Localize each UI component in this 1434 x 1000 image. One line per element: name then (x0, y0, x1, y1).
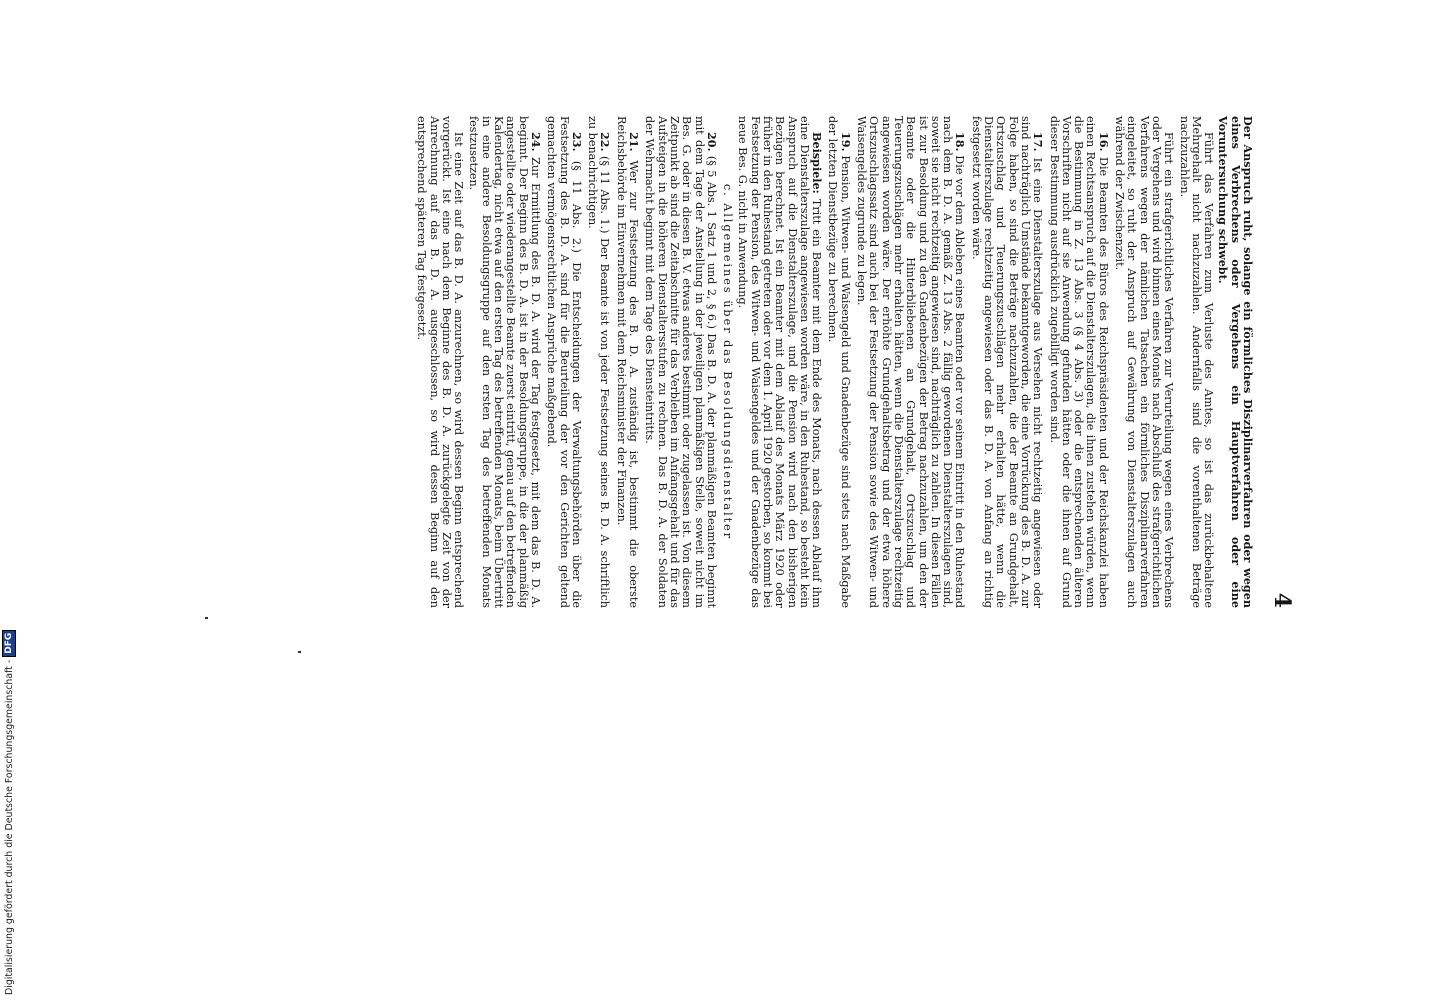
paragraph-number: 17. (1031, 132, 1046, 152)
scan-speck (205, 617, 208, 619)
section-heading: c. Allgemeines über das Besoldungsdienstalter (721, 183, 735, 541)
paragraph-number: 19. (838, 132, 853, 152)
page-number: 4 (1269, 592, 1295, 608)
paragraph: Führt das Verfahren zum Verluste des Amtes, so ist das zurückbehaltene Mehrgehalt nicht nachzuzahlen. Andernfalls sind die vorenthaltenen Beträge nachzuzahlen. (1177, 116, 1216, 608)
paragraph-text: Die Beamten des Büros des Reichspräsidenten und der Reichskanzlei haben einen Rechtsanspruch auf die Dienstalterszulagen, die ihnen zustehen würden, wenn die Bestimmung in Z. 13 Abs. 3 (§ 4 Abs. 3) oder die entsprechenden älteren Vorschriften nicht auf sie Anwendung gefunden hätten oder die ihnen auf Grund dieser Bestimmung ausdrücklich zugebilligt worden sind. (1047, 116, 1110, 608)
numbered-paragraph-16 (1047, 116, 1109, 608)
text-block-rotated (318, 116, 1295, 609)
paragraph: Ist eine Zeit auf das B. D. A. anzurechnen, so wird dessen Beginn entsprechend vorgerückt. Ist eine nach dem Beginne des B. D. A. zurückgelegte Zeit von der Anrechnung auf das B. D. A. ausgeschlossen, so wird dessen Beginn auf den entsprechend späteren Tag festgesetzt. (415, 116, 466, 608)
scan-speck (298, 651, 301, 653)
page-body (318, 116, 1295, 609)
examples-paragraph (736, 116, 823, 608)
digitization-footer (2, 607, 20, 995)
numbered-paragraph-20 (643, 116, 718, 608)
paragraph-text: (§ 11 Abs. 2.) Die Entscheidungen der Verwaltungsbehörden über die Festsetzung des B. D. A. sind für die Beurteilung der vor den Gerichten geltend gemachten vermögensrechtlichen Ansprüche maßgebend. (545, 116, 583, 608)
paragraph-number: 23. (569, 132, 584, 152)
paragraph-text: Pension, Witwen- und Waisengeld und Gnadenbezüge sind stets nach Maßgabe der letzten Dienstbezüge zu berechnen. (826, 116, 852, 608)
examples-label: Beispiele: (810, 132, 825, 194)
numbered-paragraph-18 (855, 116, 967, 608)
paragraph-number: 18. (953, 132, 968, 152)
numbered-paragraph-17 (969, 116, 1044, 608)
paragraph: Führt ein strafgerichtliches Verfahren zur Verurteilung wegen eines Verbrechens oder Vergehens und wird binnen eines Monats nach Abschluß des strafgerichtlichen Verfahrens wegen der nämlichen Tatsachen ein förmliches Disziplinarverfahren eingeleitet, so ruht der Anspruch auf Gewährung von Dienstalterszulagen auch während der Zwischenzeit. (1113, 116, 1176, 608)
numbered-paragraph-24 (467, 116, 542, 608)
paragraph-text: Ist eine Dienstalterszulage aus Versehen nicht rechtzeitig angewiesen oder sind nachträglich Umstände bekanntgeworden, die eine Vorrückung des B. D. A. zur Folge haben, so sind die Beträge nachzuzahlen, die der Beamte an Grundgehalt, Ortszuschlag und Teuerungszuschlägen mehr erhalten hätte, wenn die Dienstalterszulage rechtzeitig angewiesen oder das B. D. A. von Anfang an richtig festgesetzt worden wäre. (969, 116, 1045, 608)
paragraph-number: 16. (1096, 132, 1111, 152)
paragraph-text: Zur Ermittlung des B. D. A. wird der Tag festgesetzt, mit dem das B. D. A. beginnt. Der Beginn des B. D. A. ist in der Besoldungsgruppe, in die der planmäßig angestellte oder wiederangestellte Beamte zuerst eintritt, genau auf den betreffenden Kalendertag, nicht etwa auf den ersten Tag des betreffenden Monats, beim Übertritt in eine andere Besoldungsgruppe auf den ersten Tag des betreffenden Monats festzusetzen. (467, 116, 542, 609)
paragraph-text: (§ 11 Abs. 1.) Der Beamte ist von jeder Festsetzung seines B. D. A. schriftlich zu benachrichtigen. (586, 116, 612, 609)
paragraph: Der Anspruch ruht, solange ein förmliches Disziplinarverfahren oder wegen eines Verbrechens oder Vergehens ein Hauptverfahren oder eine Voruntersuchung schwebt. (1216, 116, 1255, 608)
dfg-logo: DFG (2, 630, 16, 657)
paragraph-text: Wer zur Festsetzung des B. D. A. zuständig ist, bestimmt die oberste Reichsbehörde im Einvernehmen mit dem Reichsminister der Finanzen. (614, 116, 641, 608)
numbered-paragraph-21 (614, 116, 640, 608)
paragraph-text: (§ 5 Abs. 1 Satz 1 und 2, § 6.) Das B. D. A. der planmäßigen Beamten beginnt mit dem Tage der Anstellung in der jeweiligen planmäßigen Stelle, soweit nicht im Bes. G. oder in diesen B. V. etwas anderes bestimmt oder zugelassen ist. Von diesem Zeitpunkt ab sind die Zeitabschnitte für das Verbleiben im Anfangsgehalt und für das Aufsteigen in die höheren Dienstaltersstufen zu rechnen. Das B. D. A. der Soldaten der Wehrmacht beginnt mit dem Tage des Diensteintritts. (643, 116, 718, 608)
paragraph-number: 22. (598, 132, 613, 152)
footer-text-line (2, 607, 16, 995)
paragraph-text: Die vor dem Ableben eines Beamten oder vor seinem Eintritt in den Ruhestand nach dem B. D. A. gemäß Z. 13 Abs. 2 fällig gewordenen Dienstalterszulagen sind, soweit sie nicht rechtzeitig angewiesen sind, nachträglich zu zahlen. In diesen Fällen ist zur Besoldung und zu den Gnadenbezügen der Betrag nachzuzahlen, um den der Beamte oder die Hinterbliebenen an Grundgehalt, Ortszuschlag und Teuerungszuschlägen mehr erhalten hätten, wenn die Dienstalterszulage rechtzeitig angewiesen worden wäre. Der erhöhte Grundgehaltsbetrag und der etwa höhere Ortszuschlagssatz sind auch bei der Festsetzung der Pension sowie des Witwen- und Waisengeldes zugrunde zu legen. (855, 116, 967, 609)
numbered-paragraph-22 (586, 116, 612, 608)
paragraph-number: 24. (528, 132, 543, 152)
paragraph-number: 20. (704, 132, 719, 152)
paragraph-text: Tritt ein Beamter mit dem Ende des Monats, nach dessen Ablauf ihm eine Dienstalterszulage angewiesen worden wäre, in den Ruhestand, so besteht kein Anspruch auf die Dienstalterszulage, und die Pension wird nach den bisherigen Bezügen berechnet. Ist ein Beamter mit dem Ablauf des Monats März 1920 oder früher in den Ruhestand getreten oder vor dem 1. April 1920 gestorben, so kommt bei Festsetzung der Pension, des Witwen- und Waisengeldes und der Gnadenbezüge das neue Bes. G. nicht in Anwendung. (736, 116, 824, 608)
footer-credit-text: Digitalisierung gefördert durch die Deutsche Forschungsgemeinschaft - (3, 659, 15, 995)
paragraph-number: 21. (627, 132, 642, 152)
numbered-paragraph-23 (545, 116, 583, 608)
numbered-paragraph-19 (826, 116, 852, 608)
